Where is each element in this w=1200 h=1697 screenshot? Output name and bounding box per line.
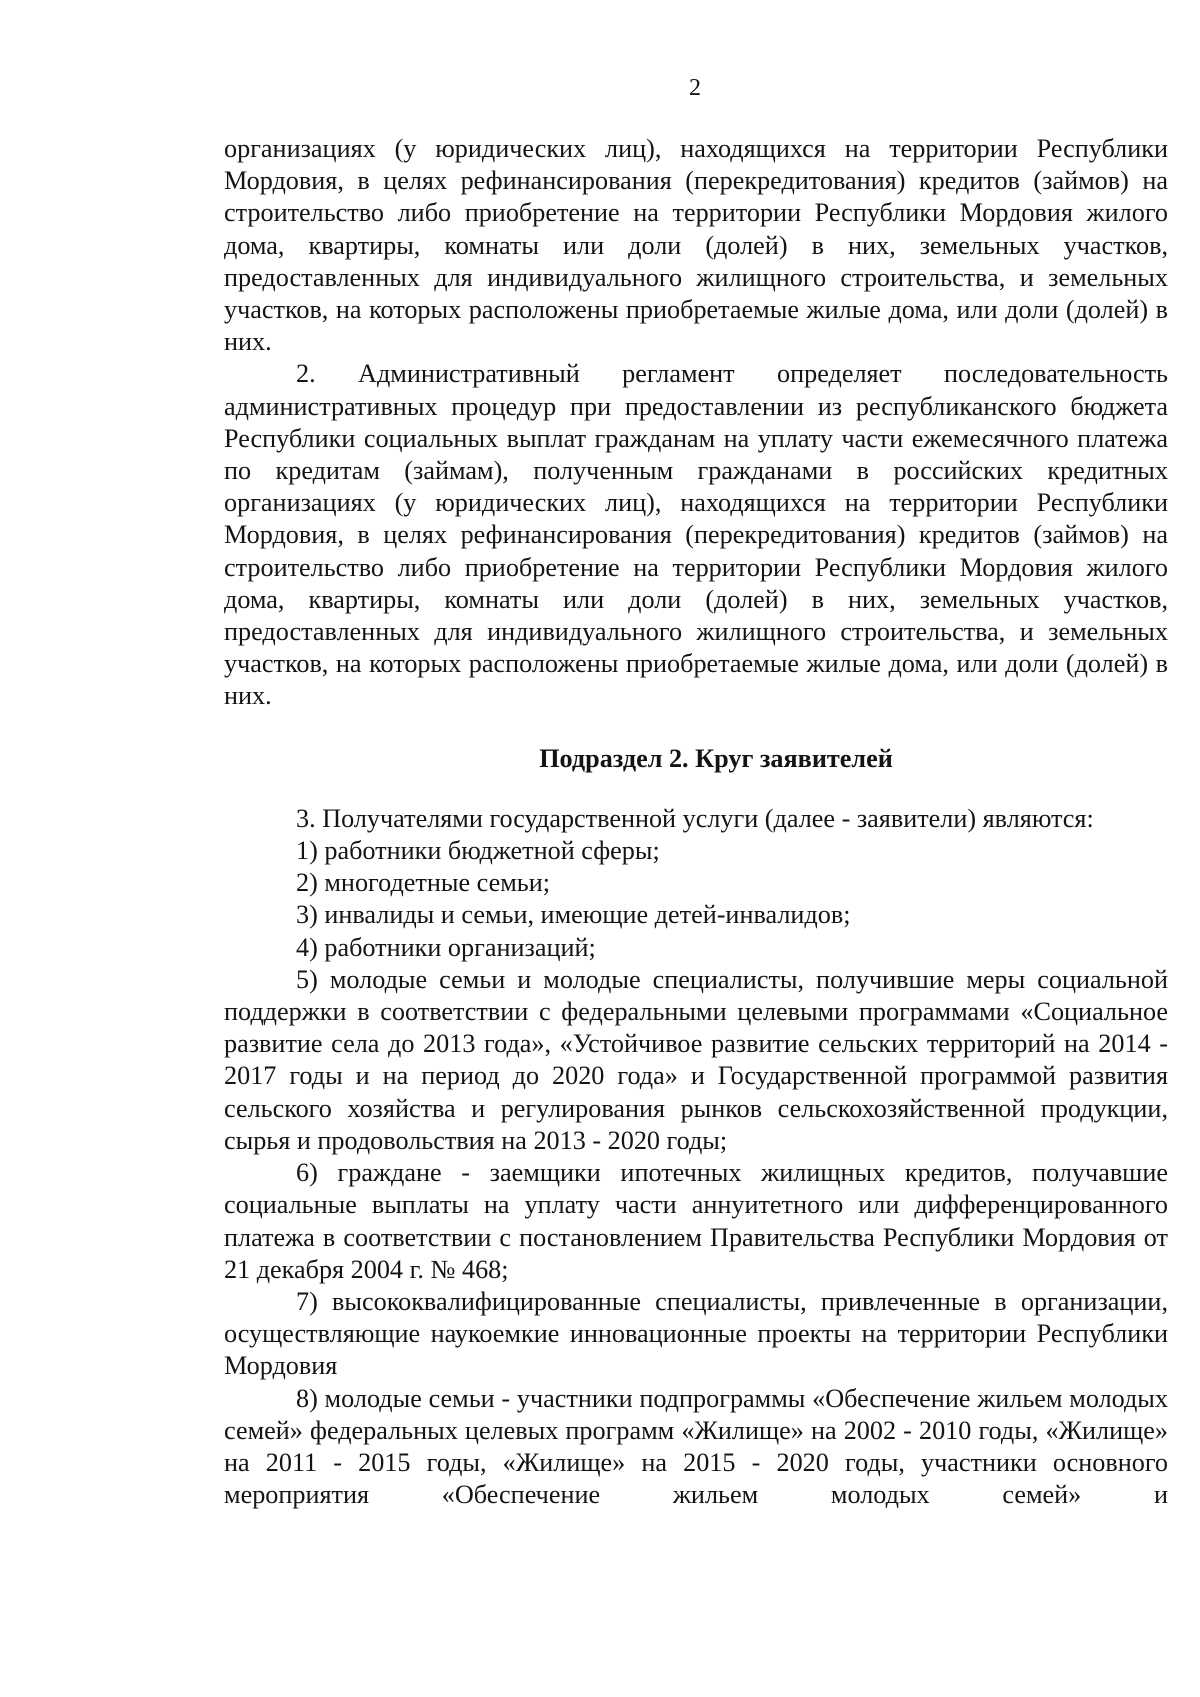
paragraph-continuation: организациях (у юридических лиц), находящихся на территории Республики Мордовия, в целях рефинансирования (перекредитования) кредитов (займов) на строительство либо приобретение на территории Республики Мордовия жилого дома, квартиры, комнаты или доли (долей) в них, земельных участков, предоставленных для индивидуального жилищного строительства, и земельных участков, на которых расположены приобретаемые жилые дома, или доли (долей) в них. xyxy=(224,134,1168,357)
section-heading: Подраздел 2. Круг заявителей xyxy=(539,743,893,773)
list-item-3: 3) инвалиды и семьи, имеющие детей-инвалидов; xyxy=(296,900,851,930)
list-item-5: 5) молодые семьи и молодые специалисты, получившие меры социальной поддержки в соответствии с федеральными целевыми программами «Социальное развитие села до 2013 года», «Устойчивое развитие сельских территорий на 2014 - 2017 годы и на период до 2020 года» и Государственной программой развития сельского хозяйства и регулирования рынков сельскохозяйственной продукции, сырья и продовольствия на 2013 - 2020 годы; xyxy=(224,964,1168,1155)
paragraph-item-3: 3. Получателями государственной услуги (далее - заявители) являются: xyxy=(296,803,1094,833)
list-item-4: 4) работники организаций; xyxy=(296,932,596,962)
paragraph-item-2: 2. Административный регламент определяет последовательность административных процедур при предоставлении из республиканского бюджета Республики социальных выплат гражданам на уплату части ежемесячного платежа по кредитам (займам), полученным гражданами в российских кредитных организациях (у юридических лиц), находящихся на территории Республики Мордовия, в целях рефинансирования (перекредитования) кредитов (займов) на строительство либо приобретение на территории Республики Мордовия жилого дома, квартиры, комнаты или доли (долей) в них, земельных участков, предоставленных для индивидуального жилищного строительства, и земельных участков, на которых расположены приобретаемые жилые дома, или доли (долей) в них. xyxy=(224,359,1168,711)
list-item-7: 7) высококвалифицированные специалисты, привлеченные в организации, осуществляющие наукоемкие инновационные проекты на территории Республики Мордовия xyxy=(224,1286,1168,1381)
list-item-6: 6) граждане - заемщики ипотечных жилищных кредитов, получавшие социальные выплаты на уплату части аннуитетного или дифференцированного платежа в соответствии с постановлением Правительства Республики Мордовия от 21 декабря 2004 г. № 468; xyxy=(224,1158,1168,1284)
document-body xyxy=(224,133,1168,1511)
page-number: 2 xyxy=(689,75,701,101)
list-item-8: 8) молодые семьи - участники подпрограммы «Обеспечение жильем молодых семей» федеральных целевых программ «Жилище» на 2002 - 2010 годы, «Жилище» на 2011 - 2015 годы, «Жилище» на 2015 - 2020 годы, участники основного мероприятия «Обеспечение жильем молодых семей» и xyxy=(224,1383,1168,1510)
list-item-1: 1) работники бюджетной сферы; xyxy=(296,836,660,866)
list-item-2: 2) многодетные семьи; xyxy=(296,868,551,898)
